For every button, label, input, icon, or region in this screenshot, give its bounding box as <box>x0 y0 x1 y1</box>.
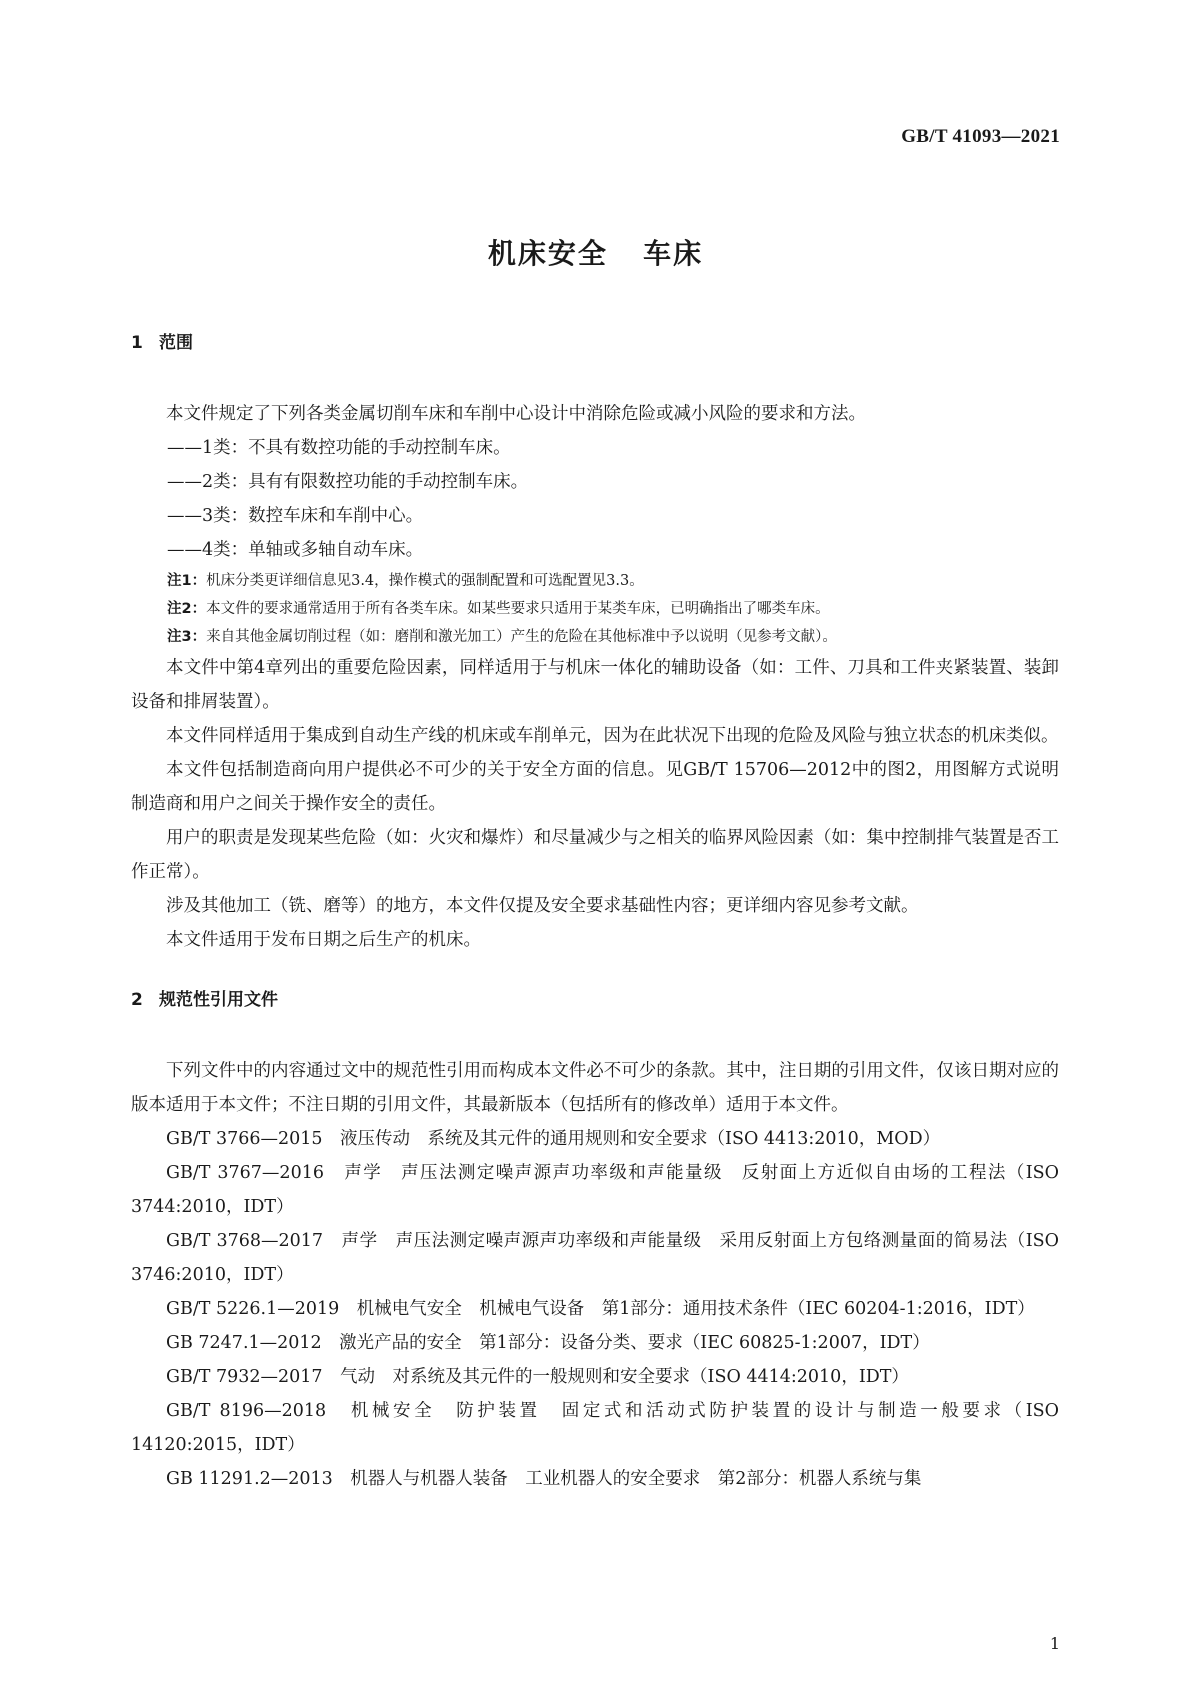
note-label: 注2： <box>167 601 207 617</box>
note-text: 来自其他金属切削过程（如：磨削和激光加工）产生的危险在其他标准中予以说明（见参考文献）。 <box>206 629 837 645</box>
scope-list-item: ——4类：单轴或多轴自动车床。 <box>167 540 424 560</box>
reference-entry: GB/T 3767—2016 声学 声压法测定噪声源声功率级和声能量级 反射面上方近似自由场的工程法（ISO 3744:2010，IDT） <box>131 1163 1059 1217</box>
section-number: 1 <box>131 333 143 353</box>
note-label: 注3： <box>167 629 207 645</box>
section-title: 规范性引用文件 <box>159 990 278 1010</box>
scope-intro: 本文件规定了下列各类金属切削车床和车削中心设计中消除危险或减小风险的要求和方法。 <box>166 404 866 424</box>
section-number: 2 <box>131 990 143 1010</box>
reference-entry: GB/T 8196—2018 机械安全 防护装置 固定式和活动式防护装置的设计与制造一般要求（ISO 14120:2015，IDT） <box>131 1401 1059 1455</box>
reference-entry: GB 7247.1—2012 激光产品的安全 第1部分：设备分类、要求（IEC 60825-1:2007，IDT） <box>166 1333 930 1353</box>
section-heading-normative-references <box>131 987 1059 1013</box>
scope-paragraph: 本文件适用于发布日期之后生产的机床。 <box>166 930 481 950</box>
scope-paragraph: 用户的职责是发现某些危险（如：火灾和爆炸）和尽量减少与之相关的临界风险因素（如：集中控制排气装置是否工作正常）。 <box>131 828 1059 882</box>
scope-note <box>131 595 1059 623</box>
page-number: 1 <box>1049 1634 1060 1653</box>
reference-entry: GB/T 3766—2015 液压传动 系统及其元件的通用规则和安全要求（ISO 4413:2010，MOD） <box>166 1129 941 1149</box>
reference-entry: GB/T 7932—2017 气动 对系统及其元件的一般规则和安全要求（ISO 4414:2010，IDT） <box>166 1367 909 1387</box>
standard-code: GB/T 41093—2021 <box>901 126 1060 147</box>
reference-entry: GB/T 3768—2017 声学 声压法测定噪声源声功率级和声能量级 采用反射面上方包络测量面的简易法（ISO 3746:2010，IDT） <box>131 1231 1059 1285</box>
scope-note <box>131 567 1059 595</box>
section-heading-scope <box>131 330 1059 356</box>
note-text: 本文件的要求通常适用于所有各类车床。如某些要求只适用于某类车床，已明确指出了哪类车床。 <box>206 601 830 617</box>
document-body <box>131 330 1059 1496</box>
scope-list-item: ——3类：数控车床和车削中心。 <box>167 506 424 526</box>
section-title: 范围 <box>159 333 193 353</box>
note-text: 机床分类更详细信息见3.4，操作模式的强制配置和可选配置见3.3。 <box>206 573 644 589</box>
scope-list-item: ——2类：具有有限数控功能的手动控制车床。 <box>167 472 529 492</box>
reference-entry: GB 11291.2—2013 机器人与机器人装备 工业机器人的安全要求 第2部分：机器人系统与集 <box>166 1469 922 1489</box>
scope-paragraph: 本文件同样适用于集成到自动生产线的机床或车削单元，因为在此状况下出现的危险及风险与独立状态的机床类似。 <box>166 726 1059 746</box>
note-label: 注1： <box>167 573 207 589</box>
scope-paragraph: 涉及其他加工（铣、磨等）的地方，本文件仅提及安全要求基础性内容；更详细内容见参考文献。 <box>166 896 919 916</box>
scope-paragraph: 本文件中第4章列出的重要危险因素，同样适用于与机床一体化的辅助设备（如：工件、刀具和工件夹紧装置、装卸设备和排屑装置）。 <box>131 658 1059 712</box>
reference-entry: GB/T 5226.1—2019 机械电气安全 机械电气设备 第1部分：通用技术条件（IEC 60204-1:2016，IDT） <box>166 1299 1035 1319</box>
document-title: 机床安全 车床 <box>487 237 704 270</box>
references-intro: 下列文件中的内容通过文中的规范性引用而构成本文件必不可少的条款。其中，注日期的引用文件，仅该日期对应的版本适用于本文件；不注日期的引用文件，其最新版本（包括所有的修改单）适用于本文件。 <box>131 1061 1059 1115</box>
scope-note <box>131 623 1059 651</box>
scope-paragraph: 本文件包括制造商向用户提供必不可少的关于安全方面的信息。见GB/T 15706—2012中的图2，用图解方式说明制造商和用户之间关于操作安全的责任。 <box>131 760 1059 814</box>
scope-list-item: ——1类：不具有数控功能的手动控制车床。 <box>167 438 511 458</box>
